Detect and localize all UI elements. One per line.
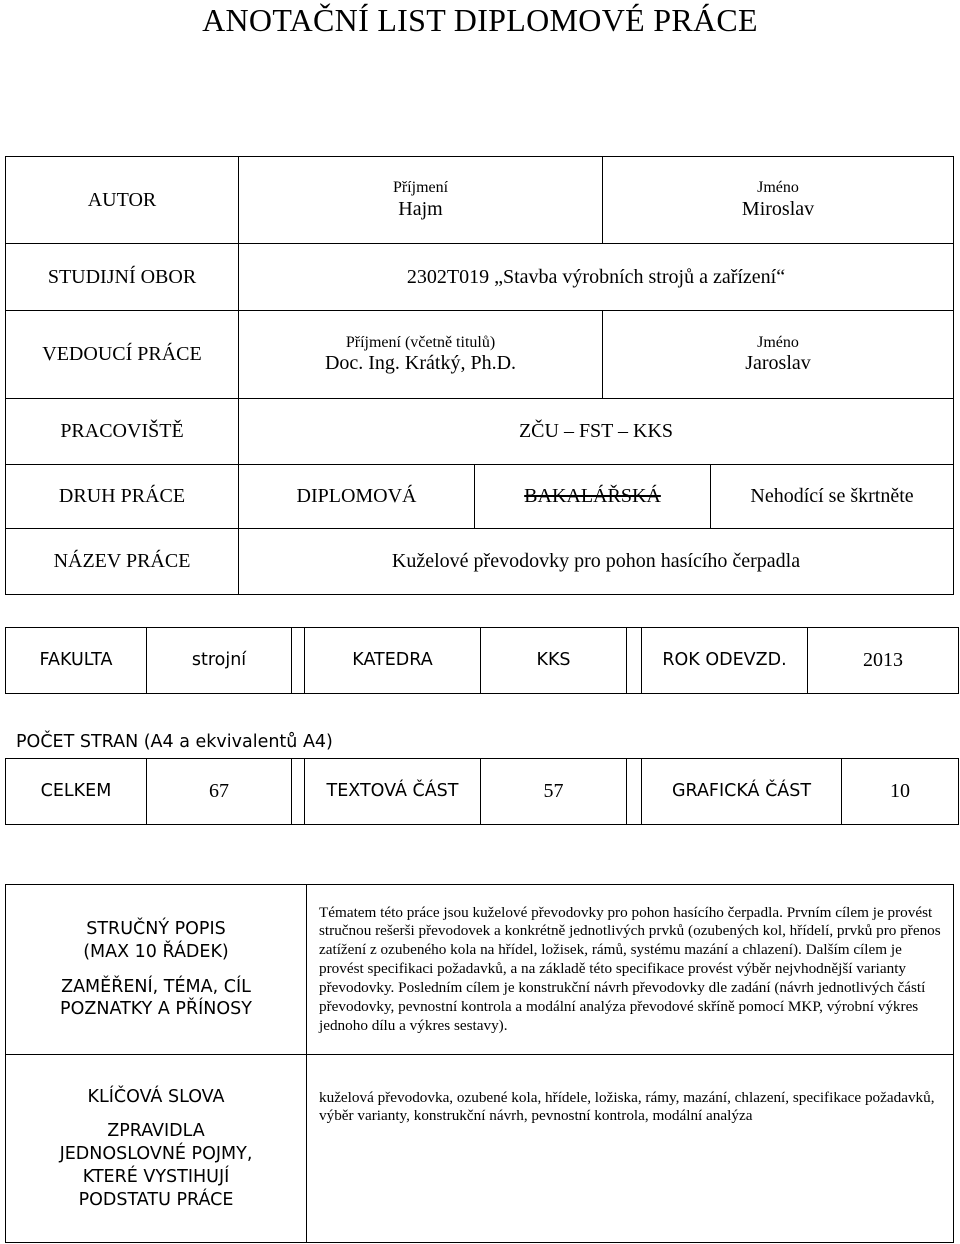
strucny-popis-label-line1: STRUČNÝ POPIS: [86, 919, 226, 939]
autor-surname-label: Příjmení: [392, 179, 449, 197]
klicova-slova-label-line2: ZPRAVIDLA: [107, 1121, 205, 1142]
spacer-cell: [627, 628, 642, 694]
vedouci-name-cell: [603, 311, 954, 399]
pocet-stran-table: [5, 758, 959, 825]
strucny-popis-label-line4: POZNATKY A PŘÍNOSY: [60, 999, 252, 1020]
autor-name: Miroslav: [741, 197, 815, 220]
rok-value: 2013: [808, 628, 959, 694]
main-info-table: [5, 156, 954, 595]
klicova-slova-text: [307, 1055, 954, 1243]
strucny-popis-label-line2: (MAX 10 ŘÁDEK): [83, 941, 229, 962]
graficka-cast-label: GRAFICKÁ ČÁST: [642, 759, 842, 825]
klicova-slova-label-cell: [6, 1055, 307, 1243]
druh-prace-option-bakalarska: BAKALÁŘSKÁ: [475, 465, 711, 529]
spacer-cell: [627, 759, 642, 825]
strucny-popis-label-line3: ZAMĚŘENÍ, TÉMA, CÍL: [61, 976, 251, 997]
nazev-prace-label: NÁZEV PRÁCE: [6, 529, 239, 595]
autor-name-cell: [603, 157, 954, 244]
klicova-slova-value: kuželová převodovka, ozubené kola, hřídele, ložiska, rámy, mazání, chlazení, specifikace požadavků, výběr varianty, konstrukční návrh, pevnostní kontrola, modální analýza: [319, 1088, 935, 1125]
studijni-obor-label: STUDIJNÍ OBOR: [6, 244, 239, 311]
spacer-cell: [292, 628, 305, 694]
studijni-obor-value: 2302T019 „Stavba výrobních strojů a zařízení“: [239, 244, 954, 311]
autor-name-label: Jméno: [757, 179, 799, 197]
spacer-cell: [292, 759, 305, 825]
celkem-value: 67: [147, 759, 292, 825]
klicova-slova-label-line4: KTERÉ VYSTIHUJÍ: [82, 1166, 230, 1187]
druh-prace-note: Nehodící se škrtněte: [711, 465, 954, 529]
fakulta-table: [5, 627, 959, 694]
fakulta-value: strojní: [147, 628, 292, 694]
popis-table: [5, 884, 954, 1243]
graficka-cast-value: 10: [842, 759, 959, 825]
pocet-stran-heading: POČET STRAN (A4 a ekvivalentů A4): [16, 732, 333, 752]
vedouci-surname-cell: [239, 311, 603, 399]
textova-cast-label: TEXTOVÁ ČÁST: [305, 759, 481, 825]
page-title: ANOTAČNÍ LIST DIPLOMOVÉ PRÁCE: [202, 2, 758, 38]
klicova-slova-label-line5: PODSTATU PRÁCE: [78, 1189, 234, 1210]
celkem-label: CELKEM: [6, 759, 147, 825]
vedouci-name-label: Jméno: [757, 333, 799, 351]
vedouci-name: Jaroslav: [745, 352, 811, 375]
strucny-popis-label-cell: [6, 885, 307, 1055]
druh-prace-option-diplomova: DIPLOMOVÁ: [239, 465, 475, 529]
pracoviste-value: ZČU – FST – KKS: [239, 399, 954, 465]
katedra-value: KKS: [481, 628, 627, 694]
pracoviste-label: PRACOVIŠTĚ: [6, 399, 239, 465]
vedouci-surname-label: Příjmení (včetně titulů): [345, 333, 496, 351]
klicova-slova-label-line1: KLÍČOVÁ SLOVA: [87, 1086, 225, 1107]
klicova-slova-label-line3: JEDNOSLOVNÉ POJMY,: [59, 1144, 253, 1165]
katedra-label: KATEDRA: [305, 628, 481, 694]
vedouci-surname: Doc. Ing. Krátký, Ph.D.: [324, 352, 517, 375]
autor-surname-cell: [239, 157, 603, 244]
nazev-prace-value: Kuželové převodovky pro pohon hasícího čerpadla: [239, 529, 954, 595]
strucny-popis-text: Tématem této práce jsou kuželové převodovky pro pohon hasícího čerpadla. Prvním cílem je provést stručnou rešerši převodovek a konkrétně jednotlivých prvků (ozubených kol, hřídelí, prvků pro přenos zatížení z ozubeného kola na hřídel, ložisek, rámů, systému mazání a chlazení). Dalším cílem je provést specifikaci požadavků, a na základě této specifikace provést výběr nejvhodnější varianty převodovky. Posledním cílem je konstrukční návrh převodovky dle zadání (návrh jednotlivých částí převodovky, pevnostní kontrola a modální analýza převodové skříně pomocí MKP, výrobní výkres jednoho dílu a výkres sestavy).: [307, 885, 954, 1055]
autor-label: AUTOR: [6, 157, 239, 244]
fakulta-label: FAKULTA: [6, 628, 147, 694]
autor-surname: Hajm: [398, 197, 443, 220]
rok-label: ROK ODEVZD.: [642, 628, 808, 694]
textova-cast-value: 57: [481, 759, 627, 825]
vedouci-label: VEDOUCÍ PRÁCE: [6, 311, 239, 399]
druh-prace-label: DRUH PRÁCE: [6, 465, 239, 529]
